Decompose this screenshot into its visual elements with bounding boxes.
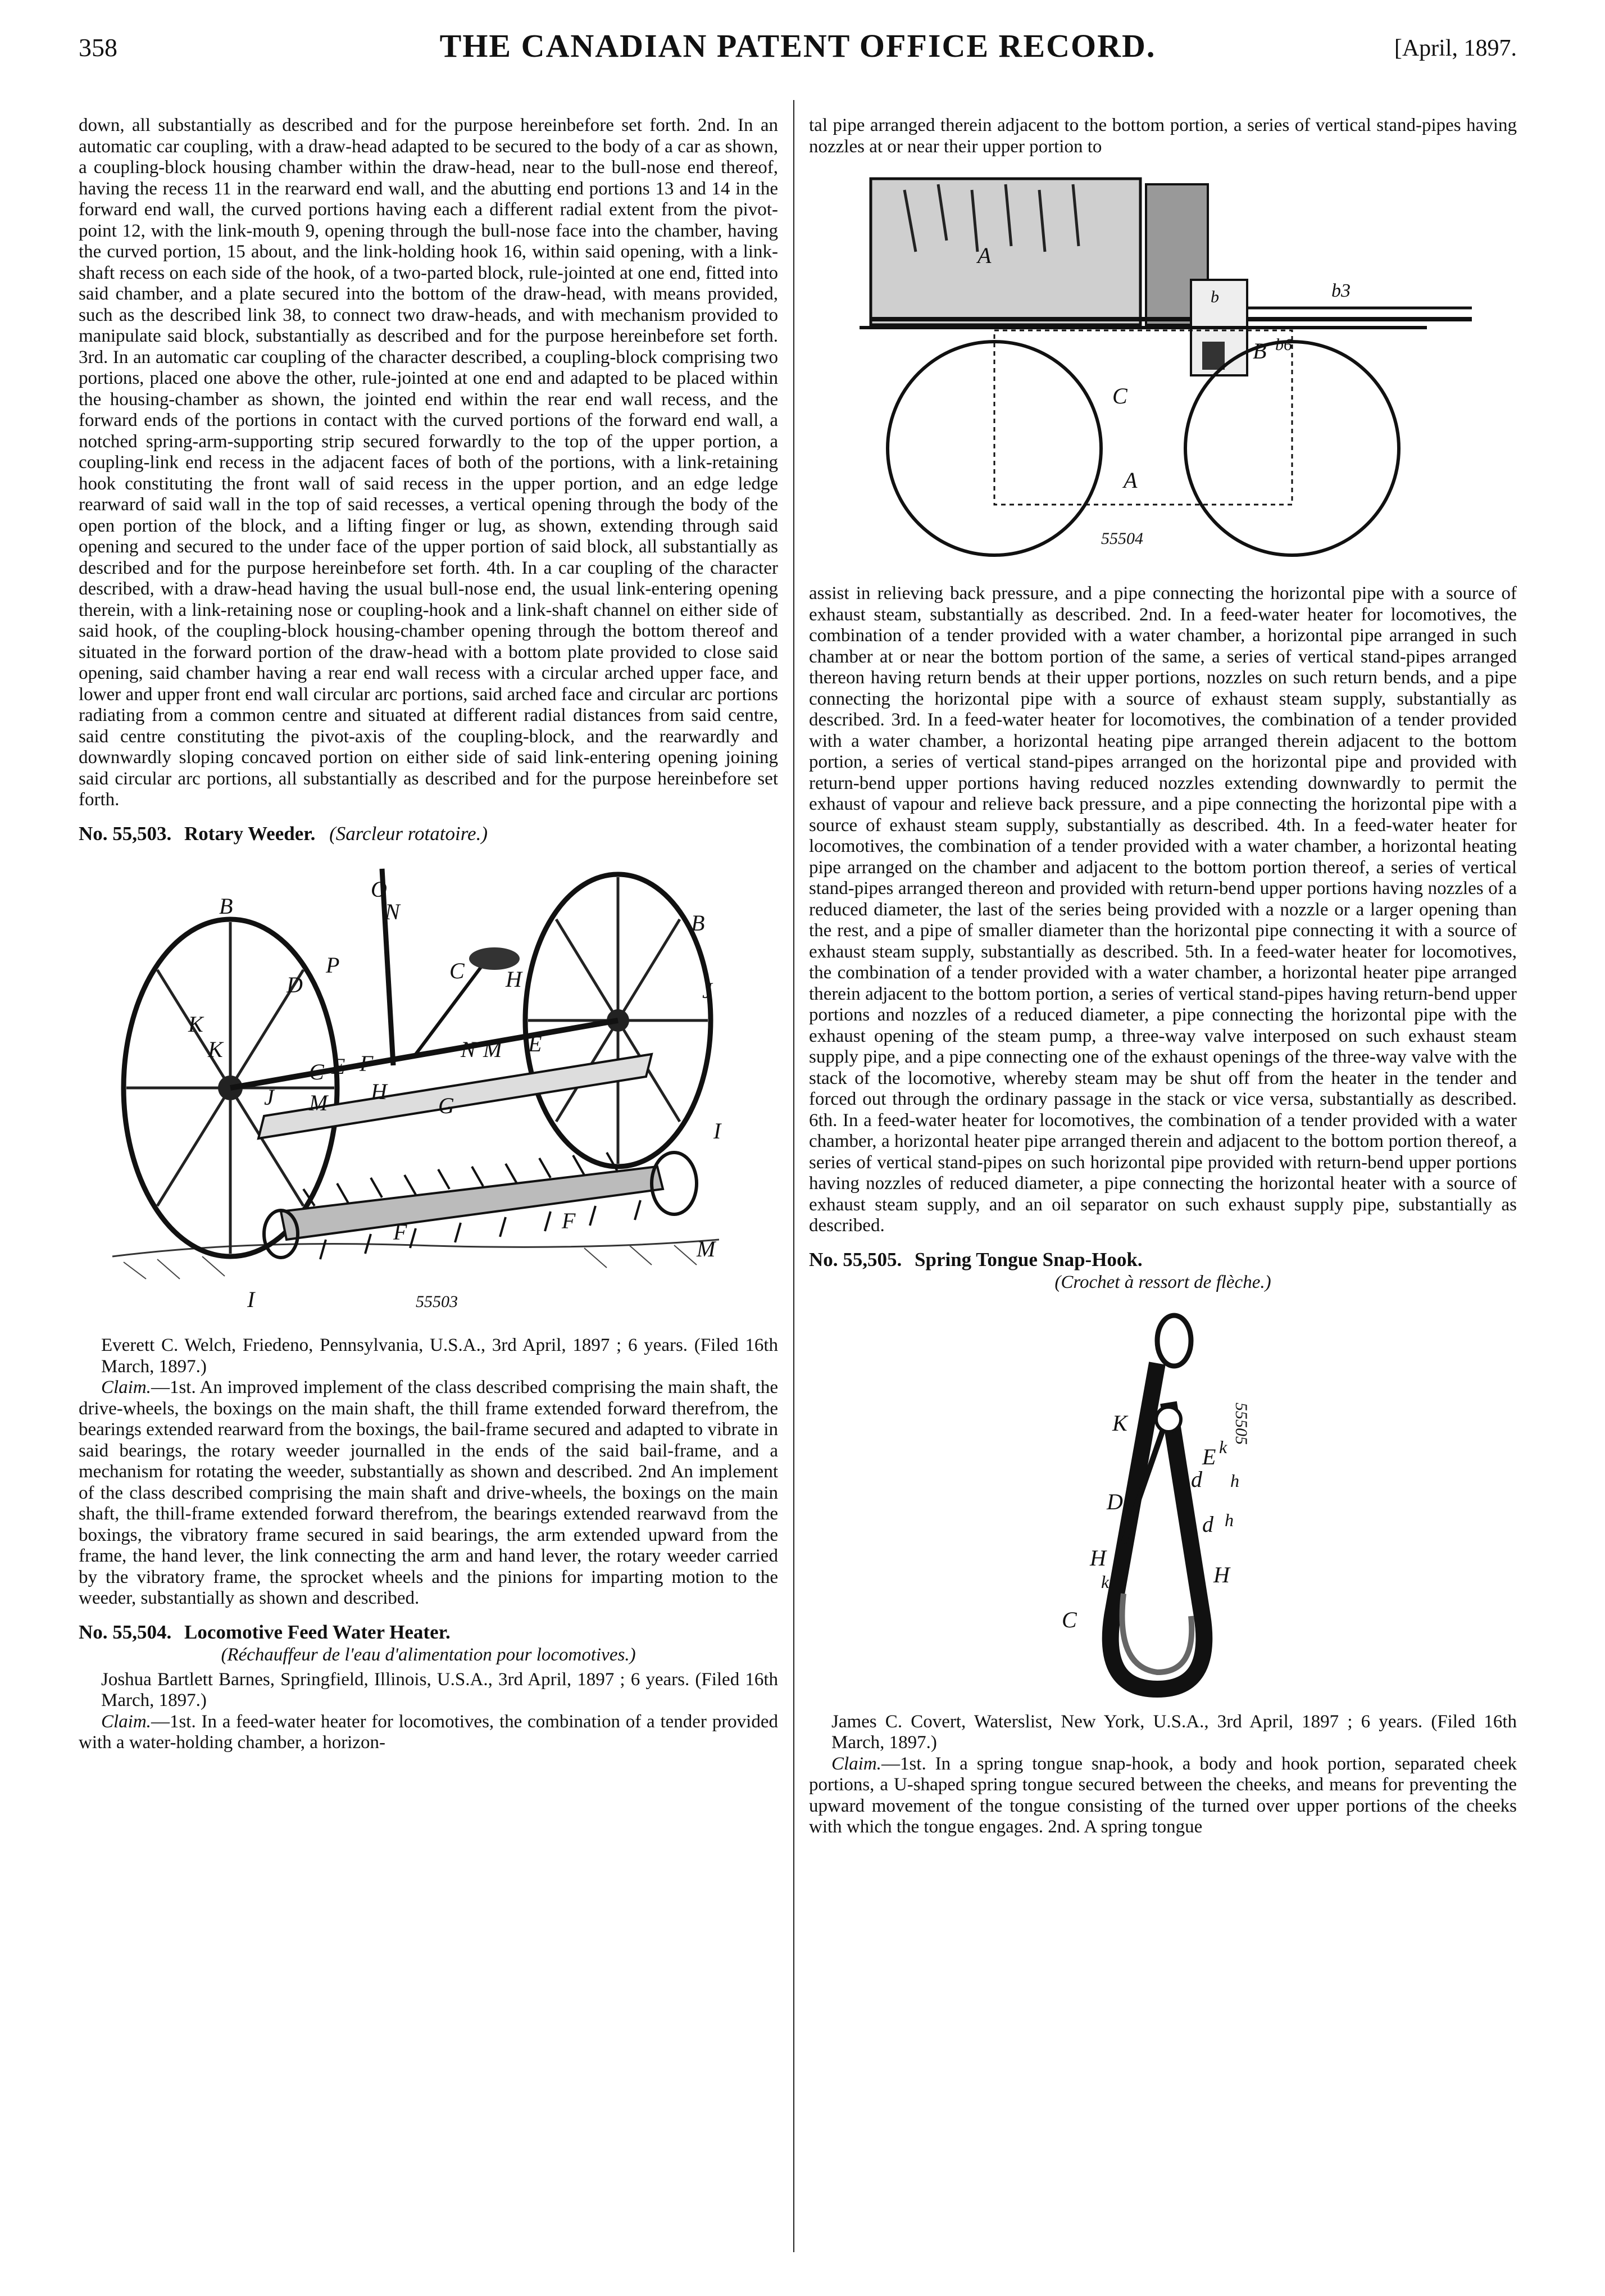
fig-label: h [1225,1509,1234,1530]
fig-label: J [702,978,712,1003]
rotary-weeder-drum [281,1167,663,1240]
column-divider [793,100,794,2252]
issue-date: [April, 1897. [1394,35,1517,61]
patent-title: Rotary Weeder. [184,822,316,845]
rivet [1156,1407,1181,1432]
continued-claim-top: tal pipe arranged therein adjacent to the bottom portion, a series of vertical stand-pipes having nozzles at or near their upper portion to [809,115,1517,157]
claim-55504 [79,1712,778,1754]
fig-label: k [1101,1571,1110,1592]
inventor-line-55505: James C. Covert, Waterslist, New York, U.S.A., 3rd April, 1897 ; 6 years. (Filed 16th March, 1897.) [831,1711,1517,1753]
fig-label: d [1202,1511,1213,1537]
fig-label: E [528,1031,542,1056]
continued-claim-text: assist in relieving back pressure, and a pipe connecting the horizontal pipe with a source of exhaust steam, substantially as described. 2nd. In a feed-water heater for locomotives, the combination of a tender provided with a water chamber, a horizontal pipe arranged in such chamber at or near the bottom portion of the same, a series of vertical stand-pipes arranged thereon having return bends at their upper portions, nozzles on such return bends, and a pipe connecting the horizontal pipe with a source of exhaust steam supply, substantially as described. 3rd. In a feed-water heater for locomotives, the combination of a tender provided with a water chamber, a horizontal heating pipe arranged therein adjacent to the bottom portion, a series of vertical stand-pipes arranged on the horizontal pipe and provided with return-bend upper portions having reduced nozzles extending downwardly to permit the exhaust of vapour and relieve back pressure, and a pipe connecting the horizontal pipe with a source of exhaust steam supply, substantially as described. 4th. In a feed-water heater for locomotives, the combination of a tender provided with a water chamber, a horizontal heating pipe arranged on the chamber and adjacent to the bottom portion thereof, a series of vertical stand-pipes arranged thereon and provided with return-bend upper portions having nozzles of a reduced diameter, the last of the series being provided with a nozzle or a larger opening than the rest, and a pipe of smaller diameter than the horizontal pipe connecting it with a source of exhaust steam supply, substantially as described. 5th. In a feed-water heater for locomotives, the combination of a tender provided with a water chamber, a horizontal heater pipe arranged therein adjacent to the bottom portion, a series of vertical stand-pipes having return-bend upper portions and nozzles of a reduced diameter, a pipe connecting the horizontal pipe with the exhaust opening of the steam pump, a three-way valve interposed on such exhaust steam supply pipe, and a pipe connecting one of the exhaust openings of the three-way valve with the stack of the locomotive, whereby steam may be shut off from the heater in the tender and forced out through the ordinary passage in the stack or vice versa, substantially as described. 6th. In a feed-water heater for locomotives, the combination of a tender provided with a water chamber, a horizontal heater pipe arranged therein and adjacent to the bottom portion thereof, a series of vertical stand-pipes on such horizontal pipe provided with return-bend upper portions having nozzles of reduced diameter, a pipe connecting the horizontal heater with a source of exhaust steam supply, and an oil separator on such exhaust supply pipe, substantially as described. [809,583,1517,1236]
fig-label: B [1253,338,1267,364]
fig-label: F [562,1208,576,1233]
patent-number: No. 55,504. [79,1621,172,1643]
fig-label: F [393,1219,407,1245]
fig-label: N [385,899,400,924]
fig-label: E [1202,1444,1216,1469]
fig-label: D [1107,1489,1123,1514]
fig-label: B [219,893,233,919]
fig-label: b3 [1331,280,1351,301]
hook-inner [1122,1594,1192,1672]
fig-label: A [977,243,992,268]
patent-title: Locomotive Feed Water Heater. [184,1621,451,1643]
fig-label: C [449,958,465,983]
right-column [809,115,1517,1838]
eye-loop [1157,1315,1191,1366]
fig-label: I [247,1287,255,1312]
rotary-weeder-illustration [79,852,778,1324]
claim-label: Claim. [101,1711,151,1732]
patent-heading-55503 [79,823,778,845]
fig-label: b6 [1275,335,1292,354]
fig-label: h [1230,1470,1239,1491]
inventor-line-55503: Everett C. Welch, Friedeno, Pennsylvania, U.S.A., 3rd April, 1897 ; 6 years. (Filed 16th March, 1897.) [101,1335,778,1377]
figure-labels [1062,1403,1251,1632]
patent-french-title: (Réchauffeur de l'eau d'alimentation pour locomotives.) [221,1645,636,1665]
patent-number: No. 55,503. [79,822,172,845]
patent-title: Spring Tongue Snap-Hook. [915,1248,1143,1270]
fig-label: G [438,1093,454,1118]
claim-label: Claim. [831,1753,881,1774]
claim-text: —1st. In a feed-water heater for locomotives, the combination of a tender provided with a water-holding chamber, a horizon- [79,1711,778,1753]
claim-55505 [809,1754,1517,1838]
fig-label: F [360,1051,374,1076]
fig-label: E [331,1054,345,1079]
left-column [79,115,778,1754]
fig-label: H [371,1079,387,1104]
fig-label: A [1124,468,1138,493]
rotary-weeder-figure [79,852,778,1324]
valve-block [1202,342,1225,370]
fig-label: N [461,1037,476,1062]
claim-text: —1st. In a spring tongue snap-hook, a body and hook portion, separated cheek portions, a U-shaped spring tongue secured between the cheeks, and means for preventing the upward movement of the tongue consisting of the turned over upper portions of the cheeks with which the tongue engages. 2nd. A spring tongue [809,1753,1517,1837]
fig-label: M [309,1090,328,1115]
fig-label: C [1112,383,1127,409]
fig-label: K [1112,1410,1127,1436]
fig-label: b [1211,288,1219,306]
patent-heading-55505 [809,1249,1517,1270]
tender-body [871,179,1140,325]
ground-line [112,1240,719,1256]
fig-label: H [1090,1545,1106,1571]
snap-hook-figure [809,1301,1517,1700]
fig-label: C [1062,1607,1077,1632]
fig-label: J [264,1085,274,1110]
fig-label: I [713,1118,721,1144]
figure-number: 55504 [1101,529,1143,548]
fig-label: K [188,1011,203,1037]
fig-label: C [309,1059,324,1085]
fig-label: M [483,1037,502,1062]
publication-title: THE CANADIAN PATENT OFFICE RECORD. [439,28,1156,64]
fig-label: B [691,910,705,936]
fig-label: M [697,1236,716,1262]
figure-number: 55505 [1232,1402,1251,1445]
claim-text: —1st. An improved implement of the class described comprising the main shaft, the drive-wheels, the boxings on the main shaft, the thill frame extended forward therefrom, the bearings extended rearward from the boxings, the bail-frame secured and adapted to vibrate in said bearings, the rotary weeder journalled in the ends of the said bail-frame, and a mechanism for rotating the weeder, substantially as shown and described. 2nd An implement of the class described comprising the main shaft and drive-wheels, the boxings on the main shaft, the thill-frame extended forward therefrom, the bearings extended rearwavd from the boxings, the vibratory frame secured in said bearings, the arm extended upward from the frame, the hand lever, the link connecting the arm and hand lever, the rotary weeder carried by the vibratory frame, the sprocket wheels and the pinions for imparting motion to the weeder, substantially as shown and described. [79,1377,778,1608]
figure-number: 55503 [416,1292,458,1311]
inventor-line-55504: Joshua Bartlett Barnes, Springfield, Illinois, U.S.A., 3rd April, 1897 ; 6 years. (Filed 16th March, 1897.) [101,1669,778,1710]
claim-55503 [79,1377,778,1609]
page-header [79,27,1517,67]
fig-label: P [326,952,340,978]
fig-label: k [1219,1436,1227,1457]
feed-water-heater-figure [809,167,1517,572]
ground-hatching [124,1245,697,1279]
claim-label: Claim. [101,1377,151,1397]
patent-heading-55504 [79,1622,778,1643]
fig-label: d [1191,1466,1202,1492]
patent-number: No. 55,505. [809,1248,902,1270]
patent-french-title: (Crochet à ressort de flèche.) [1054,1272,1271,1292]
fig-label: O [371,877,387,902]
patent-french-title: (Sarcleur rotatoire.) [329,822,488,845]
snap-hook-illustration [809,1301,1517,1700]
feed-water-heater-illustration [809,167,1517,572]
fig-label: H [506,967,522,992]
fig-label: D [287,972,303,997]
page-number: 358 [79,33,117,62]
fig-label: H [1213,1562,1230,1587]
continued-claim-text: down, all substantially as described and for the purpose hereinbefore set forth. 2nd. In an automatic car coupling, with a draw-head adapted to be secured to the body of a car as shown, a coupling-block housing chamber within the draw-head, near to the bull-nose end thereof, having the recess 11 in the rearward end wall, and the abutting end portions 13 and 14 in the forward end wall, the curved portions having each a different radial extent from the pivot-point 12, with the link-mouth 9, opening through the bull-nose face into the chamber, having the curved portion, 15 about, and the link-holding hook 16, within said opening, with a link-shaft recess on each side of the hook, of a two-parted block, rule-jointed at one end, fitted into said chamber, and a plate secured into the bottom of the draw-head, with means provided, such as the described link 38, to connect two draw-heads, and with mechanism provided to manipulate said block, substantially as described and for the purpose hereinbefore set forth. 3rd. In an automatic car coupling of the character described, a coupling-block comprising two portions, placed one above the other, rule-jointed at one end and adapted to be placed within the housing-chamber as shown, the jointed end within the rear end wall recess, and the forward ends of the portions in contact with the curved portions of the forward end wall, a notched spring-arm-supporting strip secured forwardly to the top of the upper portion, a coupling-link end recess in the adjacent faces of both of the portions, with a link-retaining hook constituting the front wall of said recess in the upper portion, and an edge ledge rearward of said wall in the top of said recesses, a vertical opening through the body of the open portion of the block, and a lifting finger or lug, as shown, extending through said opening and secured to the under face of the upper portion of said block, all substantially as described and for the purpose hereinbefore set forth. 4th. In a car coupling of the character described, with a draw-head having the usual bull-nose end, the usual link-entering opening therein, with a link-retaining nose or coupling-hook and a link-shaft channel on either side of said hook, of the coupling-block housing-chamber opening through the bottom thereof and situated in the forward portion of the draw-head with a bottom plate provided to close said opening, said chamber having a rear end wall recess with a circular arched upper face, and lower and upper front end wall circular arc portions, said arched face and circular arc portions radiating from a common centre and situated at different radial distances from said centre, said centre constituting the pivot-axis of the coupling-block, and the rearwardly and downwardly sloping concaved portion on either side of said link-entering opening joining said circular arc portions, all substantially as described and for the purpose hereinbefore set forth. [79,115,778,810]
fig-label: K [208,1037,223,1062]
